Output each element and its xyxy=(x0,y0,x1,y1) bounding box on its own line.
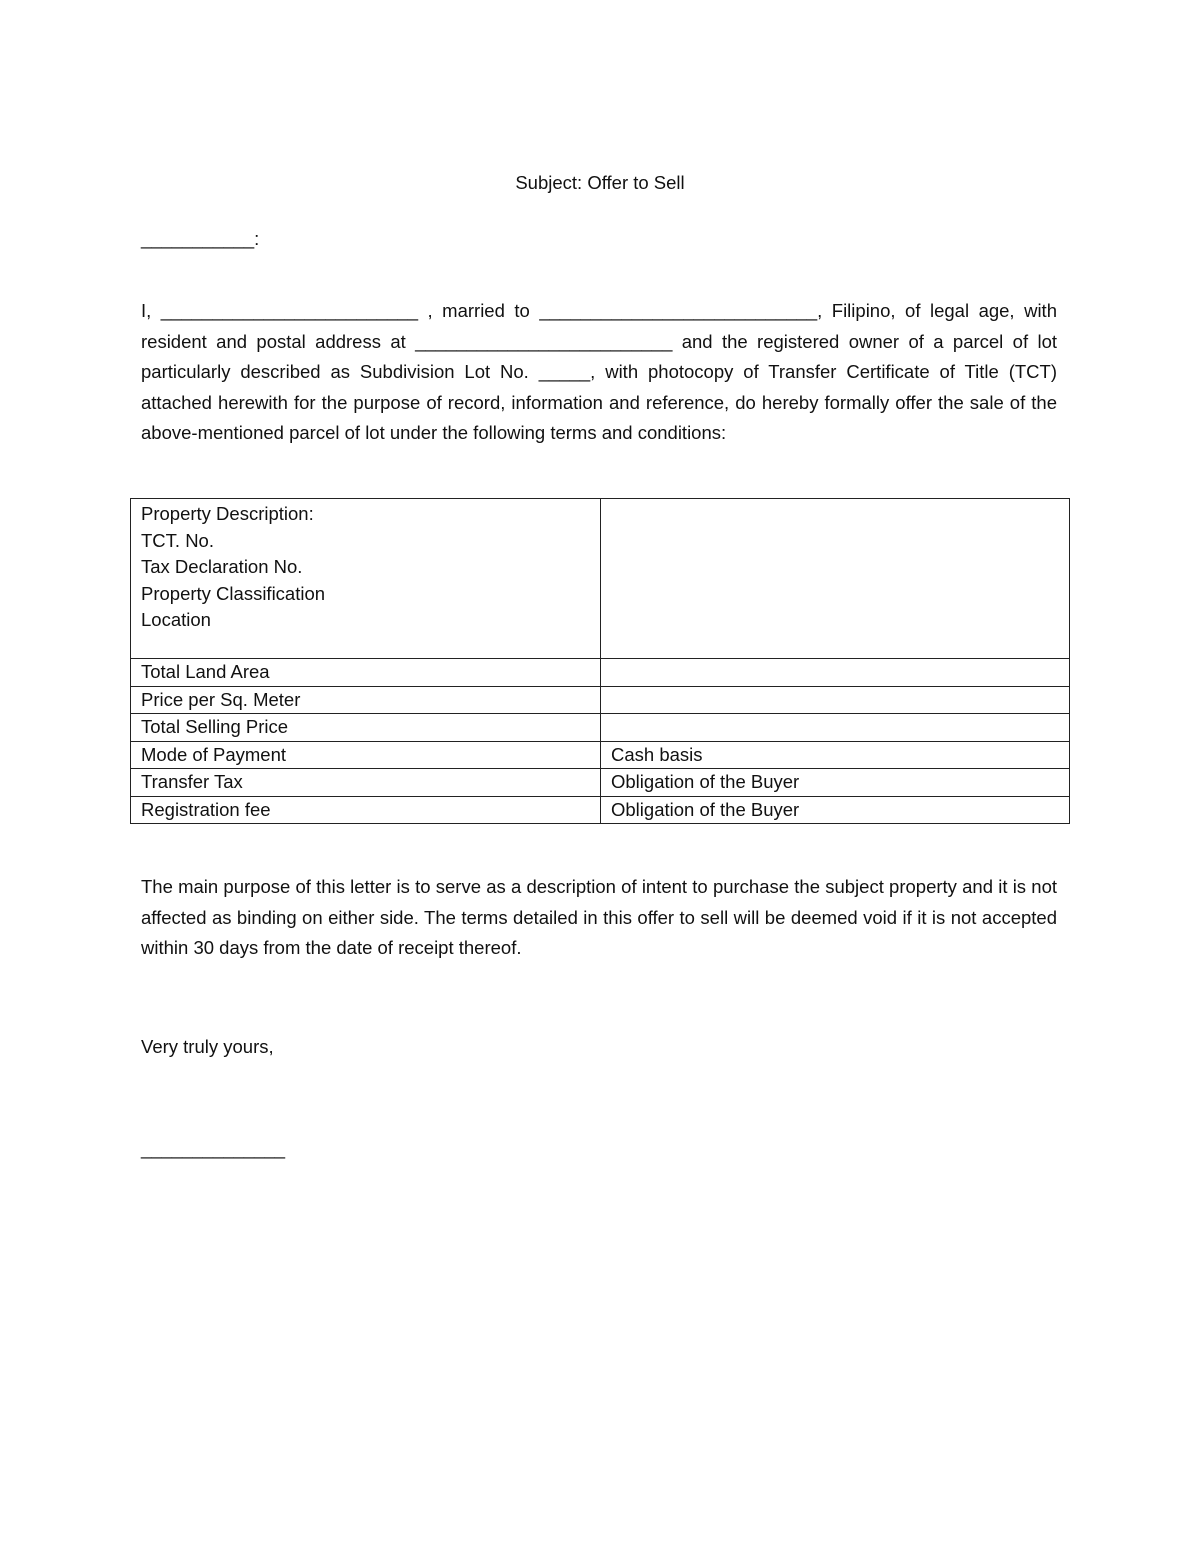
registration-fee-value: Obligation of the Buyer xyxy=(601,796,1070,824)
transfer-tax-value: Obligation of the Buyer xyxy=(601,769,1070,797)
terms-table xyxy=(130,498,1070,824)
signature-line: ______________ xyxy=(141,1138,286,1159)
property-description-label: Property Description: xyxy=(141,503,314,524)
table-row xyxy=(131,686,1070,714)
property-description-value xyxy=(601,499,1070,659)
price-per-sqm-label: Price per Sq. Meter xyxy=(131,686,601,714)
table-row xyxy=(131,769,1070,797)
table-row xyxy=(131,741,1070,769)
table-row xyxy=(131,659,1070,687)
tct-no-label: TCT. No. xyxy=(141,529,214,551)
total-land-area-value xyxy=(601,659,1070,687)
offer-paragraph: I, _________________________ , married to ___________________________, Filipino, of legal age, with resident and postal address at _________________________ and the registered owner of a parcel of lot particularly described as Subdivision Lot No. _____, with photocopy of Transfer Certificate of Title (TCT) attached herewith for the purpose of record, information and reference, do hereby formally offer the sale of the above-mentioned parcel of lot under the following terms and conditions: xyxy=(141,300,1057,443)
transfer-tax-label: Transfer Tax xyxy=(131,769,601,797)
property-classification-label: Property Classification xyxy=(141,582,326,604)
mode-of-payment-value: Cash basis xyxy=(601,741,1070,769)
total-selling-price-label: Total Selling Price xyxy=(131,714,601,742)
tax-declaration-label: Tax Declaration No. xyxy=(141,556,303,577)
price-per-sqm-value xyxy=(601,686,1070,714)
purpose-paragraph: The main purpose of this letter is to serve as a description of intent to purchase the subject property and it is not affected as binding on either side. The terms detailed in this offer to sell will be deemed void if it is not accepted within 30 days from the date of receipt thereof. xyxy=(141,876,1057,958)
total-selling-price-value xyxy=(601,714,1070,742)
salutation-blank: ___________: xyxy=(141,228,260,249)
table-row xyxy=(131,714,1070,742)
closing-line: Very truly yours, xyxy=(141,1036,274,1057)
property-description-row xyxy=(131,499,1070,659)
table-row xyxy=(131,796,1070,824)
mode-of-payment-label: Mode of Payment xyxy=(131,741,601,769)
letter-subject: Subject: Offer to Sell xyxy=(515,172,685,193)
registration-fee-label: Registration fee xyxy=(131,796,601,824)
location-label: Location xyxy=(141,609,211,630)
property-description-labels xyxy=(131,499,601,659)
total-land-area-label: Total Land Area xyxy=(131,659,601,687)
